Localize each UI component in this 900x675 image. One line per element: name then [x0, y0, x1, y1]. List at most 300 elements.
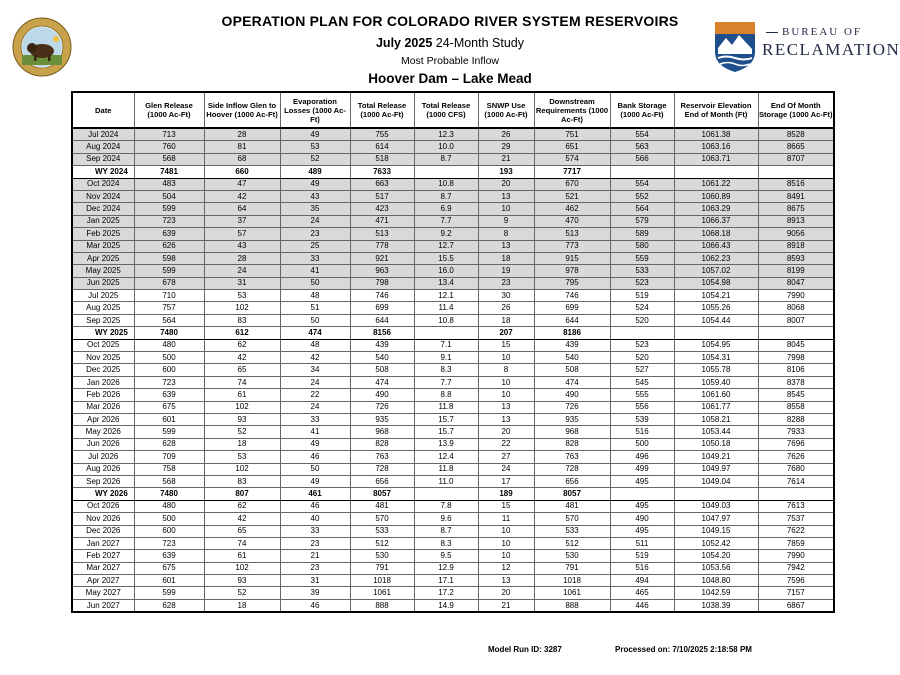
table-cell: 17.2 — [414, 587, 478, 599]
table-cell: 628 — [134, 438, 204, 450]
table-cell: 508 — [350, 364, 414, 376]
table-cell: 518 — [350, 153, 414, 165]
table-cell: 33 — [280, 252, 350, 264]
table-cell: 9.2 — [414, 228, 478, 240]
study-subtitle — [0, 36, 900, 50]
table-cell: 540 — [534, 352, 610, 364]
table-cell: 42 — [204, 190, 280, 202]
table-cell: 644 — [350, 314, 414, 326]
table-cell: 723 — [134, 215, 204, 227]
table-cell: 1068.18 — [674, 228, 758, 240]
table-cell: 7.7 — [414, 215, 478, 227]
table-row — [72, 190, 834, 202]
table-cell: 1054.20 — [674, 550, 758, 562]
table-row — [72, 128, 834, 141]
table-row — [72, 413, 834, 425]
table-cell: 599 — [134, 203, 204, 215]
table-cell: 8.3 — [414, 364, 478, 376]
table-cell: 7990 — [758, 290, 834, 302]
table-cell: 8045 — [758, 339, 834, 351]
table-cell: 1066.43 — [674, 240, 758, 252]
table-cell: 23 — [280, 228, 350, 240]
table-cell: 10 — [478, 537, 534, 549]
table-cell: 49 — [280, 178, 350, 190]
table-cell: 12.4 — [414, 451, 478, 463]
table-cell: 554 — [610, 128, 674, 141]
table-cell: 1049.15 — [674, 525, 758, 537]
table-cell: 1042.59 — [674, 587, 758, 599]
table-row — [72, 240, 834, 252]
table-cell: 483 — [134, 178, 204, 190]
table-cell: 65 — [204, 364, 280, 376]
table-cell: 10.8 — [414, 178, 478, 190]
row-date-cell: Sep 2025 — [72, 314, 134, 326]
table-cell: 18 — [204, 438, 280, 450]
table-cell: 30 — [478, 290, 534, 302]
table-cell: 41 — [280, 265, 350, 277]
table-row — [72, 562, 834, 574]
table-cell: 795 — [534, 277, 610, 289]
table-cell: 533 — [350, 525, 414, 537]
column-header: Evaporation Losses (1000 Ac-Ft) — [280, 92, 350, 128]
table-cell: 1038.39 — [674, 599, 758, 612]
column-header: Total Release (1000 Ac-Ft) — [350, 92, 414, 128]
table-cell: 50 — [280, 314, 350, 326]
table-cell: 8186 — [534, 327, 610, 339]
table-row — [72, 141, 834, 153]
table-cell: 1063.16 — [674, 141, 758, 153]
table-cell: 675 — [134, 562, 204, 574]
row-date-cell: Feb 2027 — [72, 550, 134, 562]
table-cell: 1061 — [534, 587, 610, 599]
table-cell: 564 — [610, 203, 674, 215]
table-cell: 568 — [134, 153, 204, 165]
table-cell — [758, 327, 834, 339]
table-cell: 1049.04 — [674, 475, 758, 487]
table-cell: 57 — [204, 228, 280, 240]
table-cell: 1053.44 — [674, 426, 758, 438]
table-cell: 888 — [350, 599, 414, 612]
row-date-cell: Jan 2027 — [72, 537, 134, 549]
table-cell: 660 — [204, 166, 280, 178]
table-cell: 7942 — [758, 562, 834, 574]
table-cell: 600 — [134, 525, 204, 537]
table-cell: 600 — [134, 364, 204, 376]
table-cell: 74 — [204, 537, 280, 549]
table-cell: 8491 — [758, 190, 834, 202]
water-year-total-row — [72, 488, 834, 500]
table-cell: 8047 — [758, 277, 834, 289]
column-header: Bank Storage (1000 Ac-Ft) — [610, 92, 674, 128]
table-row — [72, 463, 834, 475]
table-cell — [414, 327, 478, 339]
table-cell: 8 — [478, 364, 534, 376]
row-date-cell: Aug 2025 — [72, 302, 134, 314]
table-cell: 7933 — [758, 426, 834, 438]
table-cell: 513 — [350, 228, 414, 240]
table-cell: 1054.98 — [674, 277, 758, 289]
table-cell: 20 — [478, 178, 534, 190]
table-cell: 7.8 — [414, 500, 478, 512]
row-date-cell: Feb 2025 — [72, 228, 134, 240]
table-cell: 481 — [534, 500, 610, 512]
table-cell: 17 — [478, 475, 534, 487]
table-cell: 1049.97 — [674, 463, 758, 475]
table-cell: 521 — [534, 190, 610, 202]
table-row — [72, 277, 834, 289]
table-cell: 9056 — [758, 228, 834, 240]
table-cell: 7717 — [534, 166, 610, 178]
table-cell: 18 — [478, 314, 534, 326]
table-cell: 49 — [280, 128, 350, 141]
table-cell: 7626 — [758, 451, 834, 463]
table-cell: 7.1 — [414, 339, 478, 351]
table-cell: 480 — [134, 500, 204, 512]
table-cell — [674, 166, 758, 178]
table-cell: 8545 — [758, 389, 834, 401]
row-date-cell: Mar 2027 — [72, 562, 134, 574]
table-cell: 1050.18 — [674, 438, 758, 450]
water-year-total-row — [72, 166, 834, 178]
table-cell: 1054.21 — [674, 290, 758, 302]
table-cell: 8007 — [758, 314, 834, 326]
table-cell: 102 — [204, 401, 280, 413]
table-cell: 7633 — [350, 166, 414, 178]
table-cell: 462 — [534, 203, 610, 215]
table-cell: 8068 — [758, 302, 834, 314]
table-cell: 7480 — [134, 327, 204, 339]
table-cell: 102 — [204, 302, 280, 314]
table-cell — [758, 166, 834, 178]
table-cell: 52 — [204, 587, 280, 599]
table-cell: 23 — [280, 562, 350, 574]
table-cell: 556 — [610, 401, 674, 413]
table-cell: 15.7 — [414, 426, 478, 438]
table-row — [72, 513, 834, 525]
table-cell: 83 — [204, 314, 280, 326]
brand-line-2: RECLAMATION — [762, 40, 900, 59]
table-cell: 9.6 — [414, 513, 478, 525]
table-cell: 61 — [204, 389, 280, 401]
table-cell: 8.8 — [414, 389, 478, 401]
table-row — [72, 575, 834, 587]
table-cell: 52 — [280, 153, 350, 165]
table-cell: 93 — [204, 413, 280, 425]
table-cell: 978 — [534, 265, 610, 277]
table-cell: 7480 — [134, 488, 204, 500]
table-cell: 520 — [610, 314, 674, 326]
table-cell: 570 — [350, 513, 414, 525]
table-cell: 423 — [350, 203, 414, 215]
table-cell: 10 — [478, 352, 534, 364]
table-cell: 12.3 — [414, 128, 478, 141]
table-cell: 10 — [478, 389, 534, 401]
table-cell: 511 — [610, 537, 674, 549]
table-cell: 915 — [534, 252, 610, 264]
table-cell: 13.9 — [414, 438, 478, 450]
table-cell: 52 — [204, 426, 280, 438]
row-date-cell: Sep 2026 — [72, 475, 134, 487]
table-row — [72, 550, 834, 562]
table-cell: 7990 — [758, 550, 834, 562]
table-cell: 598 — [134, 252, 204, 264]
table-cell: 968 — [350, 426, 414, 438]
table-cell: 7596 — [758, 575, 834, 587]
table-cell: 15.5 — [414, 252, 478, 264]
table-cell: 1055.26 — [674, 302, 758, 314]
table-cell: 935 — [534, 413, 610, 425]
table-cell: 504 — [134, 190, 204, 202]
table-cell: 579 — [610, 215, 674, 227]
table-cell — [674, 327, 758, 339]
table-cell: 10.8 — [414, 314, 478, 326]
table-cell: 601 — [134, 413, 204, 425]
table-cell: 763 — [350, 451, 414, 463]
table-cell: 519 — [610, 550, 674, 562]
row-date-cell: May 2026 — [72, 426, 134, 438]
table-cell: 6.9 — [414, 203, 478, 215]
table-cell: 778 — [350, 240, 414, 252]
table-cell: 37 — [204, 215, 280, 227]
table-cell: 21 — [478, 153, 534, 165]
table-cell: 21 — [280, 550, 350, 562]
column-header: Date — [72, 92, 134, 128]
table-cell: 7614 — [758, 475, 834, 487]
table-cell: 8558 — [758, 401, 834, 413]
table-cell: 46 — [280, 599, 350, 612]
table-row — [72, 178, 834, 190]
table-cell: 726 — [534, 401, 610, 413]
table-row — [72, 352, 834, 364]
table-cell: 46 — [280, 500, 350, 512]
table-cell: 16.0 — [414, 265, 478, 277]
table-row — [72, 426, 834, 438]
table-cell: 963 — [350, 265, 414, 277]
table-cell: 62 — [204, 339, 280, 351]
table-cell: 709 — [134, 451, 204, 463]
table-cell: 7680 — [758, 463, 834, 475]
table-header-row — [72, 92, 834, 128]
table-cell: 14.9 — [414, 599, 478, 612]
column-header: Reservoir Elevation End of Month (Ft) — [674, 92, 758, 128]
table-cell: 568 — [134, 475, 204, 487]
table-cell: 12 — [478, 562, 534, 574]
table-cell: 8918 — [758, 240, 834, 252]
table-cell: 523 — [610, 277, 674, 289]
model-run-id: Model Run ID: 3287 — [488, 645, 562, 654]
table-cell: 18 — [204, 599, 280, 612]
table-cell: 1060.89 — [674, 190, 758, 202]
table-cell: 41 — [280, 426, 350, 438]
row-date-cell: Feb 2026 — [72, 389, 134, 401]
table-cell: 8288 — [758, 413, 834, 425]
row-date-cell: Jul 2026 — [72, 451, 134, 463]
table-cell: 7613 — [758, 500, 834, 512]
table-cell: 446 — [610, 599, 674, 612]
table-cell: 8.3 — [414, 537, 478, 549]
table-cell: 807 — [204, 488, 280, 500]
table-cell: 102 — [204, 463, 280, 475]
table-cell: 570 — [534, 513, 610, 525]
row-date-cell: Jul 2025 — [72, 290, 134, 302]
table-cell: 599 — [134, 265, 204, 277]
row-date-cell: Aug 2024 — [72, 141, 134, 153]
table-cell: 545 — [610, 376, 674, 388]
table-cell: 533 — [610, 265, 674, 277]
table-cell: 193 — [478, 166, 534, 178]
study-type: 24-Month Study — [432, 36, 524, 50]
table-cell: 828 — [350, 438, 414, 450]
table-cell: 471 — [350, 215, 414, 227]
table-cell: 723 — [134, 537, 204, 549]
table-cell: 1058.21 — [674, 413, 758, 425]
table-cell: 480 — [134, 339, 204, 351]
table-cell: 6867 — [758, 599, 834, 612]
table-cell: 26 — [478, 302, 534, 314]
table-cell: 53 — [280, 141, 350, 153]
table-cell: 8106 — [758, 364, 834, 376]
table-row — [72, 314, 834, 326]
table-row — [72, 389, 834, 401]
table-cell: 496 — [610, 451, 674, 463]
table-cell: 751 — [534, 128, 610, 141]
table-cell: 726 — [350, 401, 414, 413]
table-row — [72, 290, 834, 302]
table-cell: 1048.80 — [674, 575, 758, 587]
table-cell: 552 — [610, 190, 674, 202]
table-cell: 675 — [134, 401, 204, 413]
table-cell: 757 — [134, 302, 204, 314]
table-cell: 22 — [478, 438, 534, 450]
table-cell: 1049.03 — [674, 500, 758, 512]
table-cell: 888 — [534, 599, 610, 612]
table-cell: 43 — [280, 190, 350, 202]
table-cell: 10.0 — [414, 141, 478, 153]
table-cell: 589 — [610, 228, 674, 240]
row-date-cell: Sep 2024 — [72, 153, 134, 165]
table-cell: 8199 — [758, 265, 834, 277]
table-cell: 15.7 — [414, 413, 478, 425]
table-row — [72, 339, 834, 351]
brand-line-1: BUREAU OF — [762, 26, 862, 38]
table-cell: 1061.38 — [674, 128, 758, 141]
table-cell: 102 — [204, 562, 280, 574]
table-cell: 481 — [350, 500, 414, 512]
table-row — [72, 252, 834, 264]
table-cell: 508 — [534, 364, 610, 376]
table-cell: 651 — [534, 141, 610, 153]
table-cell: 13 — [478, 401, 534, 413]
table-cell: 33 — [280, 413, 350, 425]
table-cell: 554 — [610, 178, 674, 190]
table-cell: 39 — [280, 587, 350, 599]
table-cell: 656 — [350, 475, 414, 487]
table-cell: 1054.31 — [674, 352, 758, 364]
row-date-cell: Dec 2026 — [72, 525, 134, 537]
table-cell: 773 — [534, 240, 610, 252]
table-cell: 11.4 — [414, 302, 478, 314]
row-date-cell: Jul 2024 — [72, 128, 134, 141]
row-date-cell: Jun 2025 — [72, 277, 134, 289]
operation-table-container — [71, 91, 833, 613]
table-cell: 1061 — [350, 587, 414, 599]
table-cell: 50 — [280, 277, 350, 289]
column-header: End Of Month Storage (1000 Ac-Ft) — [758, 92, 834, 128]
table-cell: 1063.29 — [674, 203, 758, 215]
row-date-cell: May 2027 — [72, 587, 134, 599]
table-cell: 34 — [280, 364, 350, 376]
table-cell: 11.8 — [414, 401, 478, 413]
table-row — [72, 265, 834, 277]
table-cell: 42 — [204, 352, 280, 364]
table-cell: 663 — [350, 178, 414, 190]
table-cell: 516 — [610, 426, 674, 438]
table-cell: 74 — [204, 376, 280, 388]
table-cell: 644 — [534, 314, 610, 326]
row-date-cell: Mar 2026 — [72, 401, 134, 413]
table-cell: 26 — [478, 128, 534, 141]
table-cell: 628 — [134, 599, 204, 612]
table-cell: 9 — [478, 215, 534, 227]
table-cell: 9.1 — [414, 352, 478, 364]
table-cell: 20 — [478, 587, 534, 599]
table-cell: 763 — [534, 451, 610, 463]
table-cell: 612 — [204, 327, 280, 339]
table-cell: 8675 — [758, 203, 834, 215]
row-date-cell: Mar 2025 — [72, 240, 134, 252]
table-cell: 53 — [204, 451, 280, 463]
row-date-cell: Dec 2024 — [72, 203, 134, 215]
row-date-cell: WY 2024 — [72, 166, 134, 178]
column-header: Glen Release (1000 Ac-Ft) — [134, 92, 204, 128]
table-cell: 13 — [478, 575, 534, 587]
table-row — [72, 500, 834, 512]
table-cell: 7.7 — [414, 376, 478, 388]
table-cell: 728 — [350, 463, 414, 475]
table-cell: 678 — [134, 277, 204, 289]
table-cell: 13 — [478, 413, 534, 425]
table-cell: 516 — [610, 562, 674, 574]
row-date-cell: Nov 2025 — [72, 352, 134, 364]
table-cell: 539 — [610, 413, 674, 425]
table-cell: 7622 — [758, 525, 834, 537]
table-cell: 24 — [280, 376, 350, 388]
table-cell: 7859 — [758, 537, 834, 549]
table-cell: 35 — [280, 203, 350, 215]
table-cell: 1049.21 — [674, 451, 758, 463]
row-date-cell: Apr 2027 — [72, 575, 134, 587]
table-cell: 9.5 — [414, 550, 478, 562]
table-cell: 23 — [280, 537, 350, 549]
table-cell: 15 — [478, 500, 534, 512]
table-row — [72, 376, 834, 388]
table-cell: 1063.71 — [674, 153, 758, 165]
table-cell: 8.7 — [414, 190, 478, 202]
table-cell: 490 — [534, 389, 610, 401]
table-cell: 599 — [134, 426, 204, 438]
table-row — [72, 203, 834, 215]
table-cell: 580 — [610, 240, 674, 252]
table-cell: 8156 — [350, 327, 414, 339]
table-cell: 723 — [134, 376, 204, 388]
water-year-total-row — [72, 327, 834, 339]
table-cell: 524 — [610, 302, 674, 314]
table-cell: 68 — [204, 153, 280, 165]
table-cell: 13.4 — [414, 277, 478, 289]
table-cell: 639 — [134, 550, 204, 562]
table-cell: 614 — [350, 141, 414, 153]
table-cell: 33 — [280, 525, 350, 537]
